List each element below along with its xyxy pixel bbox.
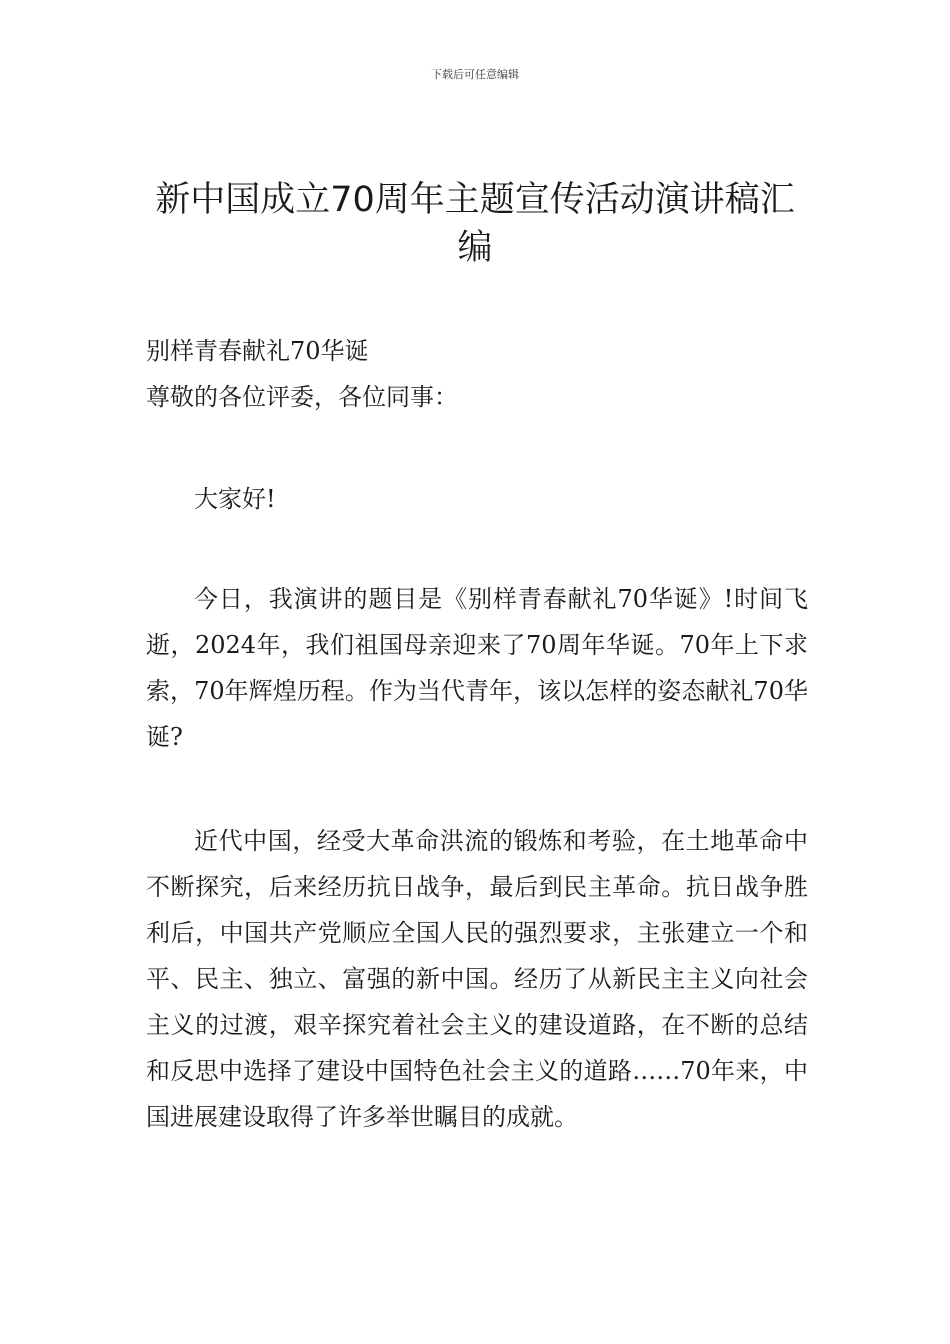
speech-subtitle: 别样青春献礼70华诞 bbox=[146, 337, 369, 365]
body-paragraph: 近代中国，经受大革命洪流的锻炼和考验，在土地革命中不断探究，后来经历抗日战争，最后到民主革命。抗日战争胜利后，中国共产党顺应全国人民的强烈要求，主张建立一个和平、民主、独立、富强的新中国。经历了从新民主主义向社会主义的过渡，艰辛探究着社会主义的建设道路，在不断的总结和反思中选择了建设中国特色社会主义的道路……70年来，中国进展建设取得了许多举世瞩目的成就。 bbox=[146, 827, 808, 1131]
greeting-paragraph: 大家好! bbox=[194, 485, 276, 513]
document-title: 新中国成立70周年主题宣传活动演讲稿汇编 bbox=[155, 180, 795, 268]
body-paragraph: 今日，我演讲的题目是《别样青春献礼70华诞》!时间飞逝，2024年，我们祖国母亲迎来了70周年华诞。70年上下求索，70年辉煌历程。作为当代青年，该以怎样的姿态献礼70华诞? bbox=[146, 585, 808, 751]
page-header-note: 下载后可任意编辑 bbox=[431, 68, 519, 81]
salutation: 尊敬的各位评委，各位同事： bbox=[146, 383, 458, 411]
